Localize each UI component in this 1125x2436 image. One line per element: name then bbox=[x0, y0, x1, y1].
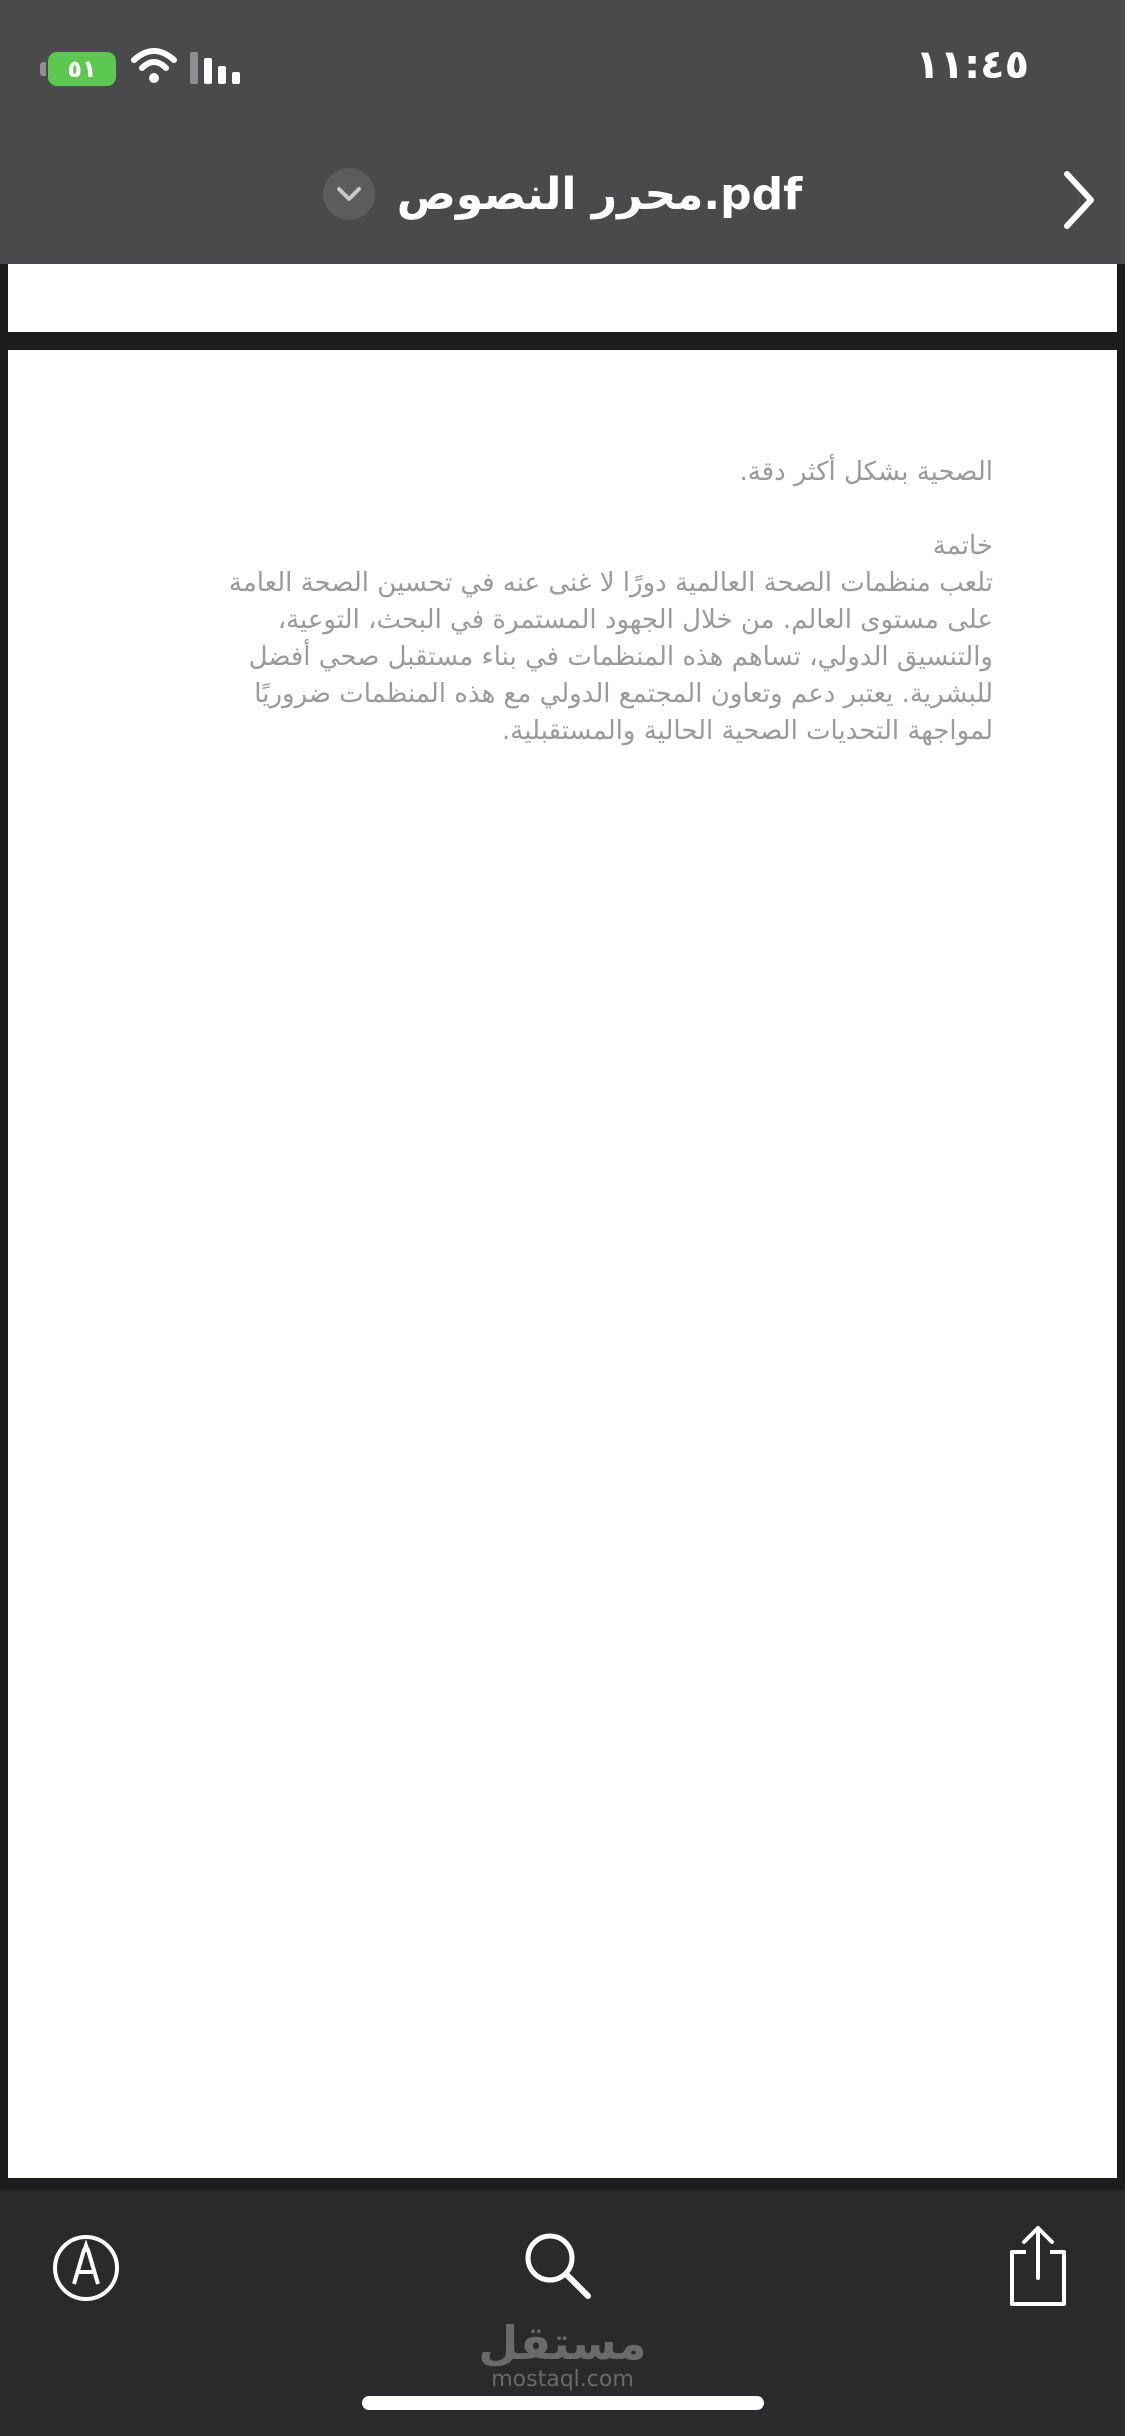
search-icon[interactable] bbox=[520, 2228, 596, 2304]
battery-indicator bbox=[48, 52, 116, 86]
watermark bbox=[0, 2318, 1125, 2392]
cellular-signal-icon bbox=[190, 52, 246, 84]
pdf-page bbox=[8, 350, 1117, 2178]
document-title: محرر النصوص.pdf bbox=[396, 168, 803, 220]
watermark-latin: mostaql.com bbox=[491, 2367, 634, 2392]
top-bar bbox=[0, 0, 1125, 264]
battery-cap bbox=[40, 62, 46, 76]
conclusion-paragraph: خاتمة تلعب منظمات الصحة العالمية دورًا لا غنى عنه في تحسين الصحة العامة على مستوى العالم. من خلال الجهود المستمرة في البحث، التوعية، والتنسيق الدولي، تساهم هذه المنظمات في بناء مستقبل صحي أفضل للبشرية. يعتبر دعم وتعاون المجتمع الدولي مع هذه المنظمات ضروريًا لمواجهة التحديات الصحية الحالية والمستقبلية. bbox=[228, 531, 993, 746]
markup-pen-icon[interactable] bbox=[50, 2232, 122, 2304]
title-button[interactable] bbox=[323, 168, 803, 220]
text-paragraph: الصحية بشكل أكثر دقة. bbox=[739, 457, 993, 487]
home-indicator[interactable] bbox=[362, 2396, 764, 2410]
title-menu-button[interactable] bbox=[323, 168, 375, 220]
battery-level: ٥١ bbox=[67, 55, 97, 83]
share-icon[interactable] bbox=[1006, 2224, 1070, 2308]
previous-pdf-page bbox=[8, 264, 1117, 332]
page-text bbox=[133, 454, 993, 750]
chevron-right-icon[interactable] bbox=[1057, 168, 1101, 232]
status-time: ١١:٤٥ bbox=[915, 42, 1029, 88]
wifi-icon bbox=[130, 46, 178, 86]
chevron-down-icon bbox=[336, 186, 362, 202]
watermark-arabic: مستقل bbox=[478, 2316, 647, 2370]
title-area bbox=[0, 168, 1125, 220]
